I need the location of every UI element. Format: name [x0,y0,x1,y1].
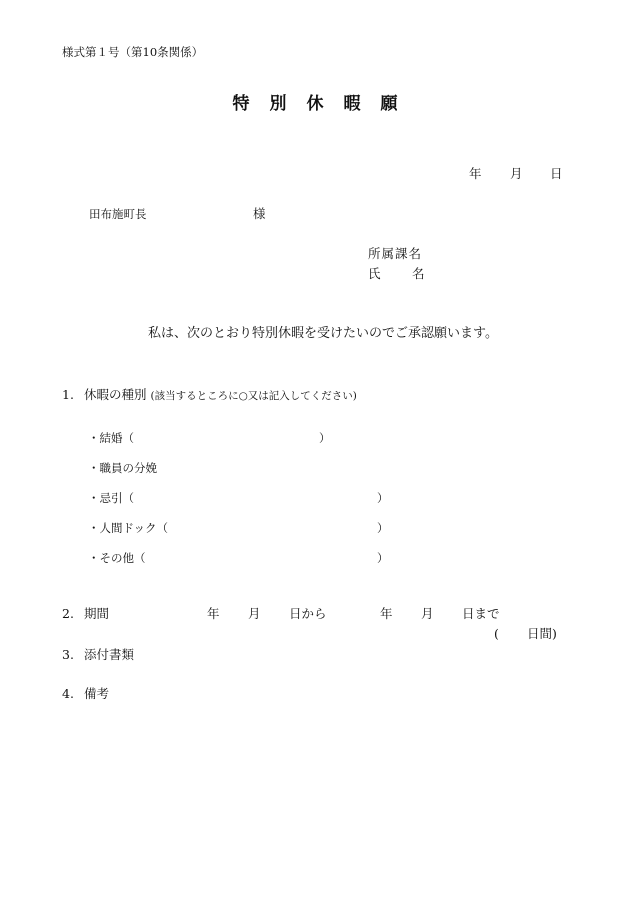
request-sentence: 私は、次のとおり特別休暇を受けたいのでご承認願います。 [148,326,498,341]
type-item-bereavement-close: ） [377,491,389,505]
type-item-other: ・その他（ [88,551,146,565]
type-item-health-check-close: ） [377,521,389,535]
type-item-health-check: ・人間ドック（ [88,521,169,535]
type-item-other-close: ） [377,551,389,565]
date-year-label: 年 [469,166,482,181]
applicant-name-label: 氏 [368,266,381,281]
section-attachments-heading [62,649,134,662]
section-number: 1. [62,387,74,402]
document-title: 特別休暇願 [232,94,418,114]
addressee-name: 田布施町長 [89,207,147,221]
section-number: 3. [62,647,74,662]
section-number: 2. [62,606,74,621]
type-item-bereavement: ・忌引（ [88,491,134,505]
period-to-year: 年 [380,606,393,621]
department-label: 所属課名 [368,246,423,261]
type-item-marriage-close: ） [319,431,331,445]
period-from-day: 日から [289,606,327,621]
section-title: 添付書類 [84,647,135,662]
form-number: 様式第１号（第10条関係） [62,45,204,59]
date-day-label: 日 [550,166,563,181]
period-days-open: ( [494,626,499,641]
period-from-year: 年 [207,606,220,621]
period-from-month: 月 [248,606,261,621]
type-item-marriage: ・結婚（ [88,431,134,445]
period-days-close: 日間) [527,626,557,641]
section-remarks-heading [62,688,109,701]
section-note: (該当するところに○又は記入してください) [150,390,357,402]
applicant-name-label-2: 名 [412,266,425,281]
section-title: 休暇の種別 [84,387,147,402]
date-month-label: 月 [510,166,523,181]
section-title: 期間 [84,606,110,621]
section-period-heading [62,608,109,621]
addressee-honorific: 様 [253,206,266,221]
section-title: 備考 [84,686,110,701]
period-to-day: 日まで [462,606,500,621]
period-to-month: 月 [421,606,434,621]
type-item-childbirth: ・職員の分娩 [88,461,157,475]
section-number: 4. [62,686,74,701]
section-type-heading [62,389,357,402]
